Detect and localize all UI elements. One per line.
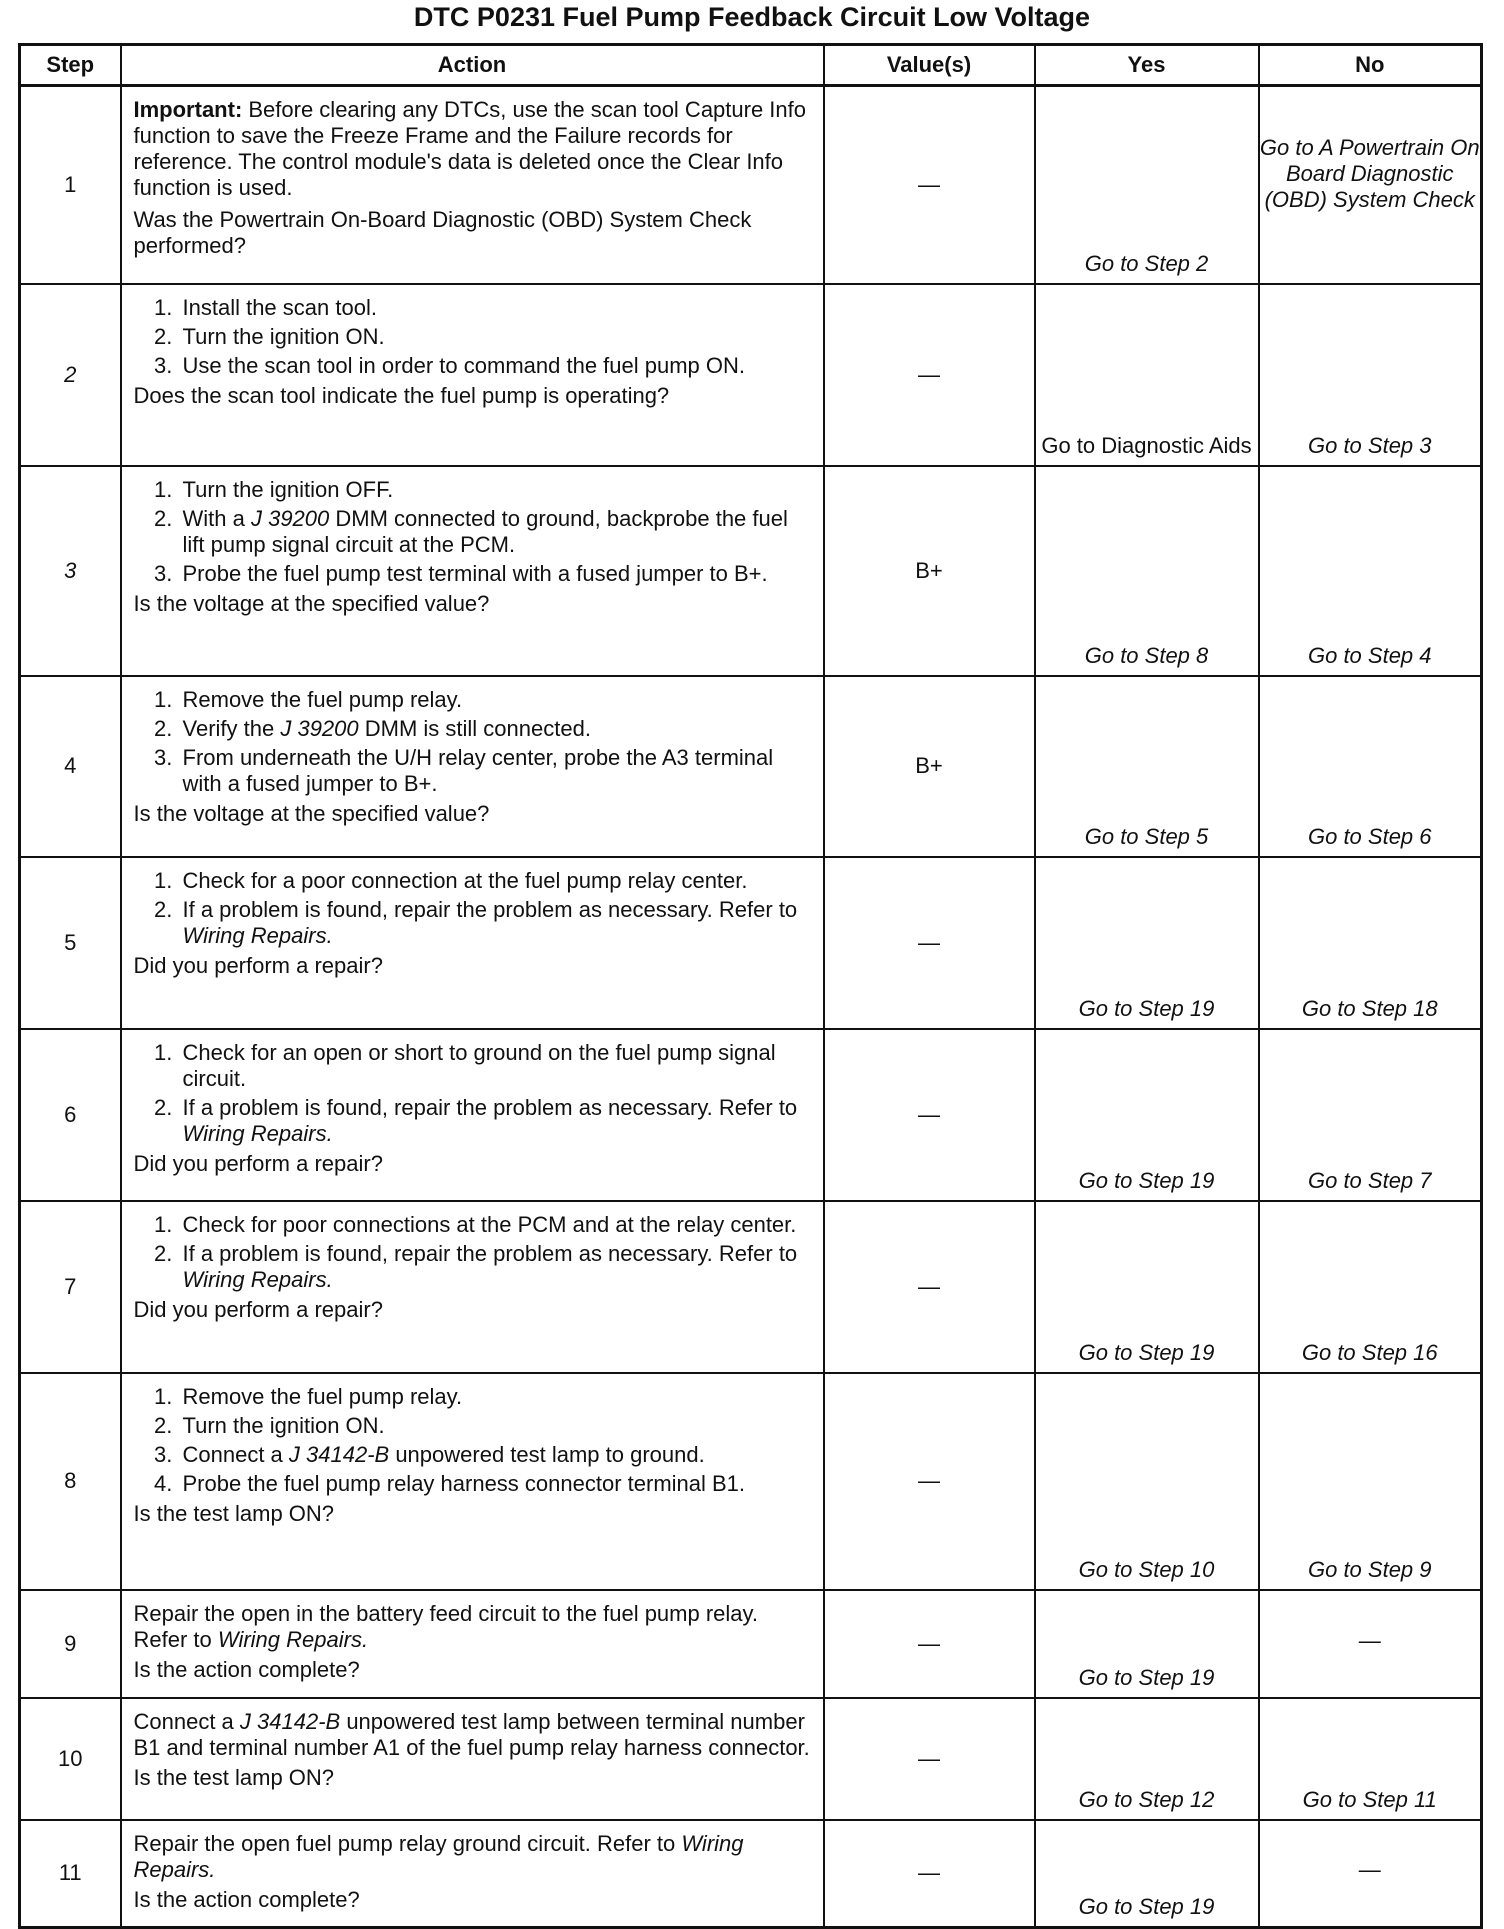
action-list bbox=[134, 868, 815, 949]
value-cell: — bbox=[824, 1029, 1035, 1201]
value-cell: B+ bbox=[824, 676, 1035, 857]
value-cell: — bbox=[824, 1590, 1035, 1698]
action-item: 1. Check for poor connections at the PCM and at the relay center. bbox=[179, 1212, 815, 1238]
tool-reference: J 39200 bbox=[280, 715, 359, 741]
value-cell: — bbox=[824, 857, 1035, 1029]
value-cell: — bbox=[824, 1201, 1035, 1373]
header-no: No bbox=[1259, 45, 1482, 86]
step-number: 10 bbox=[20, 1698, 121, 1820]
table-row bbox=[20, 284, 1482, 466]
table-row bbox=[20, 1373, 1482, 1590]
step-number: 11 bbox=[20, 1820, 121, 1928]
step-number: 6 bbox=[20, 1029, 121, 1201]
no-cell: Go to A Powertrain On Board Diagnostic (OBD) System Check bbox=[1259, 86, 1482, 284]
action-cell bbox=[121, 466, 824, 676]
reference-link: Wiring Repairs. bbox=[182, 1266, 333, 1292]
no-cell: — bbox=[1259, 1590, 1482, 1698]
action-question: Is the test lamp ON? bbox=[133, 1500, 335, 1526]
step-number: 8 bbox=[20, 1373, 121, 1590]
text: Repair the open fuel pump relay ground circuit. Refer to bbox=[133, 1830, 682, 1856]
action-item: 2. Turn the ignition ON. bbox=[179, 1413, 815, 1439]
yes-cell: Go to Diagnostic Aids bbox=[1035, 284, 1259, 466]
yes-cell: Go to Step 19 bbox=[1035, 857, 1259, 1029]
important-note bbox=[134, 97, 815, 201]
action-item: 1. Turn the ignition OFF. bbox=[179, 477, 815, 503]
action-item: 1. Remove the fuel pump relay. bbox=[179, 1384, 815, 1410]
page-title: DTC P0231 Fuel Pump Feedback Circuit Low Voltage bbox=[413, 2, 1091, 32]
action-question: Does the scan tool indicate the fuel pump is operating? bbox=[133, 382, 670, 408]
action-item bbox=[179, 897, 815, 949]
action-item: 1. Check for an open or short to ground on the fuel pump signal circuit. bbox=[179, 1040, 815, 1092]
action-item: 3. From underneath the U/H relay center, probe the A3 terminal with a fused jumper to B+. bbox=[179, 745, 815, 797]
action-cell bbox=[121, 284, 824, 466]
action-question: Was the Powertrain On-Board Diagnostic (OBD) System Check performed? bbox=[133, 207, 752, 258]
action-item: 1. Install the scan tool. bbox=[179, 295, 815, 321]
step-number: 1 bbox=[20, 86, 121, 284]
text: With a bbox=[182, 505, 251, 531]
no-cell: Go to Step 4 bbox=[1259, 466, 1482, 676]
value-cell: — bbox=[824, 284, 1035, 466]
table-row bbox=[20, 466, 1482, 676]
text: If a problem is found, repair the problem as necessary. Refer to bbox=[182, 1240, 798, 1266]
value-cell: — bbox=[824, 1698, 1035, 1820]
no-cell: Go to Step 7 bbox=[1259, 1029, 1482, 1201]
action-list bbox=[134, 477, 815, 587]
table-row bbox=[20, 1590, 1482, 1698]
action-question: Did you perform a repair? bbox=[133, 1296, 383, 1322]
value-cell: B+ bbox=[824, 466, 1035, 676]
action-item bbox=[179, 1442, 815, 1468]
action-list bbox=[134, 1212, 815, 1293]
no-cell: Go to Step 18 bbox=[1259, 857, 1482, 1029]
text: DMM connected to ground, backprobe the fuel lift pump signal circuit at the PCM. bbox=[182, 505, 788, 557]
yes-cell: Go to Step 19 bbox=[1035, 1201, 1259, 1373]
step-number: 9 bbox=[20, 1590, 121, 1698]
text: Verify the bbox=[182, 715, 281, 741]
text: unpowered test lamp between terminal number B1 and terminal number A1 of the fuel pump relay harness connector. bbox=[133, 1708, 810, 1760]
no-cell: Go to Step 16 bbox=[1259, 1201, 1482, 1373]
no-cell: — bbox=[1259, 1820, 1482, 1928]
reference-link: Wiring Repairs. bbox=[182, 922, 333, 948]
table-row bbox=[20, 1698, 1482, 1820]
header-row bbox=[20, 45, 1482, 86]
yes-cell: Go to Step 2 bbox=[1035, 86, 1259, 284]
text: If a problem is found, repair the problem as necessary. Refer to bbox=[182, 896, 798, 922]
action-text bbox=[134, 1831, 815, 1883]
action-cell bbox=[121, 676, 824, 857]
text: Connect a bbox=[133, 1708, 240, 1734]
yes-cell: Go to Step 8 bbox=[1035, 466, 1259, 676]
tool-reference: J 39200 bbox=[250, 505, 330, 531]
no-cell: Go to Step 11 bbox=[1259, 1698, 1482, 1820]
action-text bbox=[134, 1709, 815, 1761]
action-item bbox=[179, 716, 815, 742]
reference-link: Wiring Repairs. bbox=[182, 1120, 333, 1146]
action-list bbox=[134, 295, 815, 379]
text: DMM is still connected. bbox=[358, 715, 591, 741]
action-text bbox=[134, 1601, 815, 1653]
table-row bbox=[20, 1029, 1482, 1201]
important-text: Before clearing any DTCs, use the scan tool Capture Info function to save the Freeze Frame and the Failure records for reference. The control module's data is deleted once the Clear Info function is used. bbox=[133, 97, 807, 200]
action-item: 3. Use the scan tool in order to command the fuel pump ON. bbox=[179, 353, 815, 379]
value-cell: — bbox=[824, 1820, 1035, 1928]
yes-cell: Go to Step 10 bbox=[1035, 1373, 1259, 1590]
action-question: Is the voltage at the specified value? bbox=[133, 800, 490, 826]
action-cell bbox=[121, 1373, 824, 1590]
step-number: 7 bbox=[20, 1201, 121, 1373]
table-row bbox=[20, 676, 1482, 857]
action-question: Did you perform a repair? bbox=[133, 952, 383, 978]
action-item bbox=[179, 1095, 815, 1147]
table-row bbox=[20, 1820, 1482, 1928]
value-cell: — bbox=[824, 86, 1035, 284]
action-item: 1. Check for a poor connection at the fuel pump relay center. bbox=[179, 868, 815, 894]
yes-cell: Go to Step 19 bbox=[1035, 1820, 1259, 1928]
text: If a problem is found, repair the problem as necessary. Refer to bbox=[182, 1094, 798, 1120]
action-item: 3. Probe the fuel pump test terminal with a fused jumper to B+. bbox=[179, 561, 815, 587]
tool-reference: J 34142-B bbox=[239, 1708, 341, 1734]
action-list bbox=[134, 1384, 815, 1497]
action-list bbox=[134, 1040, 815, 1147]
yes-cell: Go to Step 5 bbox=[1035, 676, 1259, 857]
action-question: Is the test lamp ON? bbox=[133, 1764, 335, 1790]
text: Repair the open in the battery feed circuit to the fuel pump relay. Refer to bbox=[133, 1600, 759, 1652]
action-item bbox=[179, 506, 815, 558]
action-cell bbox=[121, 1820, 824, 1928]
table-row bbox=[20, 86, 1482, 284]
yes-cell: Go to Step 19 bbox=[1035, 1590, 1259, 1698]
action-question: Is the action complete? bbox=[133, 1886, 360, 1912]
header-action: Action bbox=[121, 45, 824, 86]
reference-link: Wiring Repairs. bbox=[133, 1830, 744, 1882]
header-yes: Yes bbox=[1035, 45, 1259, 86]
step-number: 4 bbox=[20, 676, 121, 857]
action-cell bbox=[121, 86, 824, 284]
action-cell bbox=[121, 1590, 824, 1698]
no-cell: Go to Step 3 bbox=[1259, 284, 1482, 466]
value-cell: — bbox=[824, 1373, 1035, 1590]
action-cell bbox=[121, 1029, 824, 1201]
no-cell: Go to Step 6 bbox=[1259, 676, 1482, 857]
header-values: Value(s) bbox=[824, 45, 1035, 86]
action-item: 4. Probe the fuel pump relay harness connector terminal B1. bbox=[179, 1471, 815, 1497]
yes-cell: Go to Step 12 bbox=[1035, 1698, 1259, 1820]
diagnostic-table bbox=[18, 43, 1483, 1929]
header-step: Step bbox=[20, 45, 121, 86]
yes-cell: Go to Step 19 bbox=[1035, 1029, 1259, 1201]
text: unpowered test lamp to ground. bbox=[389, 1441, 705, 1467]
action-list bbox=[134, 687, 815, 797]
text: Connect a bbox=[182, 1441, 289, 1467]
action-cell bbox=[121, 1698, 824, 1820]
reference-link: Wiring Repairs. bbox=[217, 1626, 369, 1652]
table-row bbox=[20, 857, 1482, 1029]
step-number: 3 bbox=[20, 466, 121, 676]
step-number: 5 bbox=[20, 857, 121, 1029]
no-cell: Go to Step 9 bbox=[1259, 1373, 1482, 1590]
action-question: Did you perform a repair? bbox=[133, 1150, 383, 1176]
action-cell bbox=[121, 1201, 824, 1373]
action-question: Is the action complete? bbox=[133, 1656, 360, 1682]
important-label: Important: bbox=[133, 97, 243, 122]
tool-reference: J 34142-B bbox=[288, 1441, 390, 1467]
table-row bbox=[20, 1201, 1482, 1373]
action-question: Is the voltage at the specified value? bbox=[133, 590, 490, 616]
action-item: 1. Remove the fuel pump relay. bbox=[179, 687, 815, 713]
action-cell bbox=[121, 857, 824, 1029]
action-item: 2. Turn the ignition ON. bbox=[179, 324, 815, 350]
step-number: 2 bbox=[20, 284, 121, 466]
action-item bbox=[179, 1241, 815, 1293]
